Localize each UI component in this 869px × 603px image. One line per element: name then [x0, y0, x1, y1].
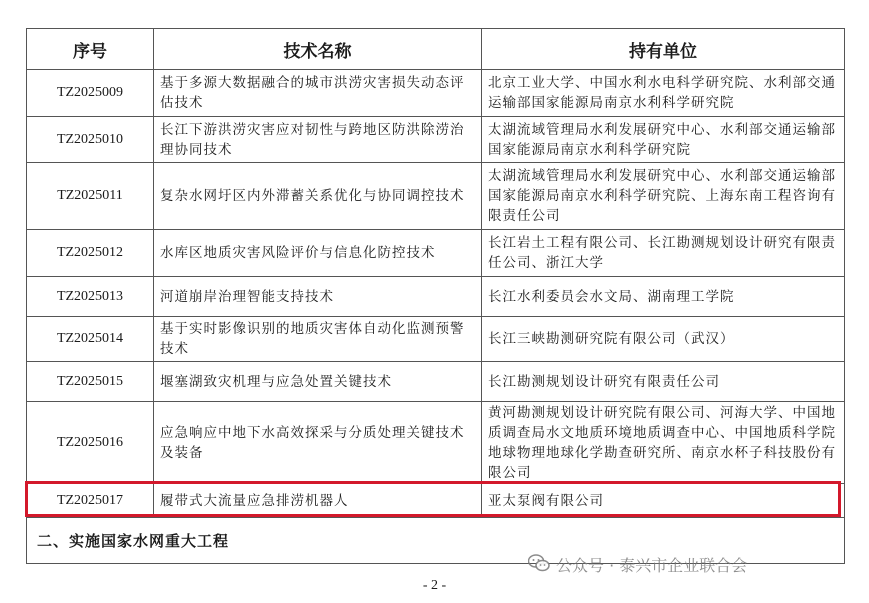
table-row-highlighted	[27, 484, 845, 518]
row-technology-name: 复杂水网圩区内外滞蓄关系优化与协同调控技术	[154, 163, 482, 230]
section-heading: 二、实施国家水网重大工程	[27, 518, 845, 564]
watermark	[528, 553, 747, 576]
row-serial-number: TZ2025013	[27, 277, 154, 317]
table-row	[27, 230, 845, 277]
row-technology-name: 基于实时影像识别的地质灾害体自动化监测预警技术	[154, 317, 482, 362]
row-technology-name: 堰塞湖致灾机理与应急处置关键技术	[154, 362, 482, 402]
row-serial-number: TZ2025014	[27, 317, 154, 362]
row-serial-number: TZ2025009	[27, 70, 154, 117]
page-number: - 2 -	[422, 578, 447, 593]
watermark-text: 公众号 · 泰兴市企业联合会	[556, 556, 748, 575]
row-technology-name: 基于多源大数据融合的城市洪涝灾害损失动态评估技术	[154, 70, 482, 117]
row-holder-unit: 黄河勘测规划设计研究院有限公司、河海大学、中国地质调查局水文地质环境地质调查中心、中国地质科学院地球物理地球化学勘查研究所、南京水杯子科技股份有限公司	[482, 402, 845, 484]
row-technology-name: 应急响应中地下水高效探采与分质处理关键技术及装备	[154, 402, 482, 484]
row-serial-number: TZ2025015	[27, 362, 154, 402]
row-serial-number: TZ2025016	[27, 402, 154, 484]
row-holder-unit: 长江勘测规划设计研究有限责任公司	[482, 362, 845, 402]
table-row	[27, 70, 845, 117]
row-holder-unit: 长江三峡勘测研究院有限公司（武汉）	[482, 317, 845, 362]
row-technology-name: 长江下游洪涝灾害应对韧性与跨地区防洪除涝治理协同技术	[154, 117, 482, 163]
wechat-icon	[528, 554, 556, 576]
header-holder-unit: 持有单位	[482, 29, 845, 70]
technology-table	[26, 28, 845, 564]
table-row	[27, 317, 845, 362]
row-holder-unit: 长江岩土工程有限公司、长江勘测规划设计研究有限责任公司、浙江大学	[482, 230, 845, 277]
table-row	[27, 402, 845, 484]
row-holder-unit: 北京工业大学、中国水利水电科学研究院、水利部交通运输部国家能源局南京水利科学研究院	[482, 70, 845, 117]
header-serial-number: 序号	[27, 29, 154, 70]
table-row	[27, 117, 845, 163]
header-technology-name: 技术名称	[154, 29, 482, 70]
row-serial-number: TZ2025012	[27, 230, 154, 277]
row-technology-name: 河道崩岸治理智能支持技术	[154, 277, 482, 317]
table-row	[27, 163, 845, 230]
row-technology-name: 履带式大流量应急排涝机器人	[154, 484, 482, 518]
row-technology-name: 水库区地质灾害风险评价与信息化防控技术	[154, 230, 482, 277]
table-row	[27, 362, 845, 402]
table-header-row	[27, 29, 845, 70]
row-serial-number: TZ2025011	[27, 163, 154, 230]
row-holder-unit: 长江水利委员会水文局、湖南理工学院	[482, 277, 845, 317]
row-serial-number: TZ2025017	[27, 484, 154, 518]
row-holder-unit: 太湖流域管理局水利发展研究中心、水利部交通运输部国家能源局南京水利科学研究院	[482, 117, 845, 163]
row-holder-unit: 太湖流域管理局水利发展研究中心、水利部交通运输部国家能源局南京水利科学研究院、上海东南工程咨询有限责任公司	[482, 163, 845, 230]
row-serial-number: TZ2025010	[27, 117, 154, 163]
table-row	[27, 277, 845, 317]
row-holder-unit: 亚太泵阀有限公司	[482, 484, 845, 518]
